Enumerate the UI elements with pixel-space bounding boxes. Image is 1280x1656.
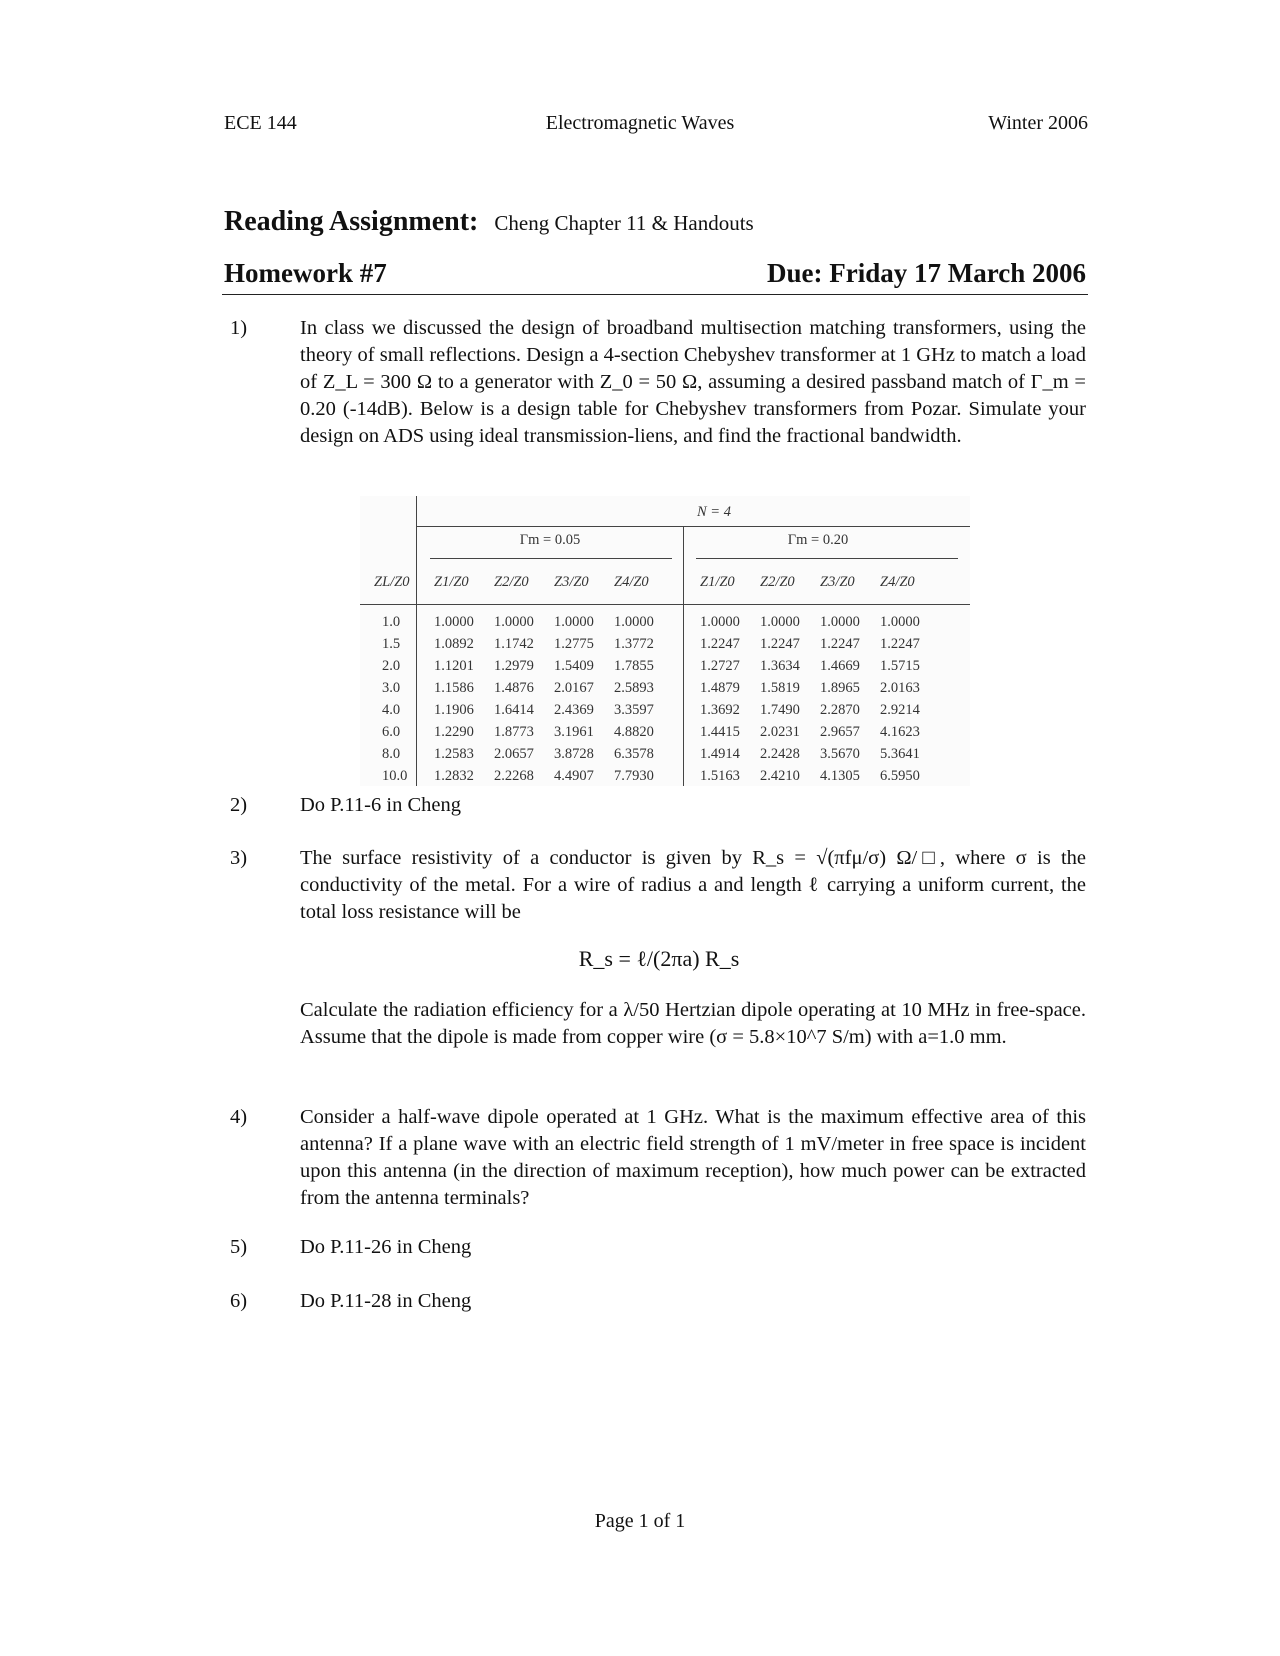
table-cell: 5.3641	[880, 746, 920, 762]
table-cell: 2.9657	[820, 724, 860, 740]
table-cell: 1.2247	[820, 636, 860, 652]
table-cell: 1.1201	[434, 658, 474, 674]
table-cell: 1.0000	[554, 614, 594, 630]
table-cell: 1.3772	[614, 636, 654, 652]
table-cell: 1.2583	[434, 746, 474, 762]
table-col-header: Z2/Z0	[760, 574, 795, 590]
table-cell: 2.2268	[494, 768, 534, 784]
table-cell: 1.2290	[434, 724, 474, 740]
term: Winter 2006	[988, 112, 1088, 134]
table-cell: 1.7490	[760, 702, 800, 718]
table-cell: 3.8728	[554, 746, 594, 762]
table-row-label: 6.0	[382, 724, 401, 740]
table-cell: 1.2247	[700, 636, 740, 652]
problem-text: Do P.11-28 in Cheng	[300, 1290, 472, 1312]
table-cell: 1.4914	[700, 746, 740, 762]
problem-text: Consider a half-wave dipole operated at 1 GHz. What is the maximum effective area of this antenna? If a plane wave with an electric field strength of 1 mV/meter in free space is incident upon this antenna (in the direction of maximum reception), how much power can be extracted from the antenna terminals?	[300, 1106, 1086, 1209]
table-cell: 1.1586	[434, 680, 474, 696]
table-col-header: Z1/Z0	[434, 574, 469, 590]
problem-text-continued: Calculate the radiation efficiency for a λ/50 Hertzian dipole operating at 10 MHz in free-space. Assume that the dipole is made from copper wire (σ = 5.8×10^7 S/m) with a=1.0 mm.	[300, 999, 1086, 1048]
table-row-label: 1.5	[382, 636, 401, 652]
problem-number: 4)	[230, 1106, 248, 1128]
table-cell: 1.2832	[434, 768, 474, 784]
reading-label: Reading Assignment:	[224, 206, 479, 237]
table-cell: 1.3692	[700, 702, 740, 718]
table-col-header: ZL/Z0	[374, 574, 410, 590]
table-cell: 6.3578	[614, 746, 654, 762]
table-cell: 1.4669	[820, 658, 860, 674]
table-cell: 1.0000	[820, 614, 860, 630]
table-cell: 2.0167	[554, 680, 594, 696]
homework-title: Homework #7	[224, 258, 387, 288]
table-cell: 1.5819	[760, 680, 800, 696]
table-cell: 1.0000	[760, 614, 800, 630]
table-cell: 3.5670	[820, 746, 860, 762]
table-group-left: Γm = 0.05	[519, 532, 581, 548]
table-cell: 2.2870	[820, 702, 860, 718]
table-cell: 1.2247	[880, 636, 920, 652]
table-cell: 1.4415	[700, 724, 740, 740]
table-cell: 1.6414	[494, 702, 534, 718]
table-rule	[360, 604, 970, 605]
table-cell: 1.1906	[434, 702, 474, 718]
table-cell: 2.4210	[760, 768, 800, 784]
table-cell: 4.4907	[554, 768, 594, 784]
table-row-label: 1.0	[382, 614, 401, 630]
page-number: Page 1 of 1	[594, 1510, 686, 1532]
table-col-header: Z4/Z0	[880, 574, 915, 590]
table-cell: 1.2979	[494, 658, 534, 674]
table-row-label: 2.0	[382, 658, 401, 674]
table-cell: 1.7855	[614, 658, 654, 674]
table-cell: 1.4876	[494, 680, 534, 696]
table-n-label: N = 4	[697, 504, 731, 520]
problem-number: 1)	[230, 317, 248, 339]
table-cell: 2.0163	[880, 680, 920, 696]
table-cell: 3.3597	[614, 702, 654, 718]
table-col-header: Z2/Z0	[494, 574, 529, 590]
table-cell: 1.5163	[700, 768, 740, 784]
table-cell: 2.0657	[494, 746, 534, 762]
chebyshev-design-table	[360, 496, 970, 786]
reading-value: Cheng Chapter 11 & Handouts	[494, 211, 754, 235]
table-col-header: Z3/Z0	[554, 574, 589, 590]
table-row-label: 8.0	[382, 746, 401, 762]
due-date: Due: Friday 17 March 2006	[767, 258, 1086, 288]
table-cell: 1.3634	[760, 658, 800, 674]
table-cell: 2.0231	[760, 724, 800, 740]
table-cell: 4.8820	[614, 724, 654, 740]
course-code: ECE 144	[224, 112, 297, 134]
table-cell: 1.0000	[494, 614, 534, 630]
problem-number: 6)	[230, 1290, 248, 1312]
table-cell: 1.0000	[434, 614, 474, 630]
table-row-label: 10.0	[382, 768, 408, 784]
problem-text: Do P.11-6 in Cheng	[300, 794, 461, 816]
problem-number: 3)	[230, 847, 248, 869]
problem-text: In class we discussed the design of broadband multisection matching transformers, using the theory of small reflections. Design a 4-section Chebyshev transformer at 1 GHz to match a load of Z_L = 300 Ω to a generator with Z_0 = 50 Ω, assuming a desired passband match of Γ_m = 0.20 (-14dB). Below is a design table for Chebyshev transformers from Pozar. Simulate your design on ADS using ideal transmission-liens, and find the fractional bandwidth.	[300, 317, 1086, 447]
table-cell: 7.7930	[614, 768, 654, 784]
table-cell: 2.4369	[554, 702, 594, 718]
table-cell: 6.5950	[880, 768, 920, 784]
table-rule	[696, 558, 958, 559]
table-cell: 1.8773	[494, 724, 534, 740]
table-cell: 2.5893	[614, 680, 654, 696]
problem-number: 2)	[230, 794, 248, 816]
table-cell: 1.2775	[554, 636, 594, 652]
table-rule	[416, 526, 970, 527]
reading-assignment	[224, 206, 754, 238]
table-cell: 1.5409	[554, 658, 594, 674]
table-cell: 1.0000	[700, 614, 740, 630]
table-cell: 2.9214	[880, 702, 920, 718]
table-cell: 2.2428	[760, 746, 800, 762]
table-rule	[430, 558, 672, 559]
table-cell: 1.0000	[880, 614, 920, 630]
problem-text: Do P.11-26 in Cheng	[300, 1236, 472, 1258]
table-rule	[683, 526, 684, 786]
table-cell: 1.0000	[614, 614, 654, 630]
table-cell: 1.2247	[760, 636, 800, 652]
table-cell: 3.1961	[554, 724, 594, 740]
table-cell: 1.1742	[494, 636, 534, 652]
table-cell: 1.0892	[434, 636, 474, 652]
table-col-header: Z4/Z0	[614, 574, 649, 590]
table-group-right: Γm = 0.20	[787, 532, 849, 548]
table-row-label: 3.0	[382, 680, 401, 696]
table-cell: 1.5715	[880, 658, 920, 674]
table-rule	[416, 496, 417, 786]
table-cell: 1.4879	[700, 680, 740, 696]
table-cell: 4.1623	[880, 724, 920, 740]
table-cell: 1.8965	[820, 680, 860, 696]
homework-title-row	[222, 258, 1088, 295]
problem-number: 5)	[230, 1236, 248, 1258]
course-subject: Electromagnetic Waves	[545, 112, 735, 134]
table-col-header: Z3/Z0	[820, 574, 855, 590]
table-cell: 4.1305	[820, 768, 860, 784]
loss-resistance-equation: R_s = ℓ/(2πa) R_s	[578, 946, 740, 971]
table-cell: 1.2727	[700, 658, 740, 674]
table-row-label: 4.0	[382, 702, 401, 718]
table-col-header: Z1/Z0	[700, 574, 735, 590]
problem-text: The surface resistivity of a conductor is given by R_s = √(πfμ/σ) Ω/□, where σ is the conductivity of the metal. For a wire of radius a and length ℓ carrying a uniform current, the total loss resistance will be	[300, 847, 1086, 923]
